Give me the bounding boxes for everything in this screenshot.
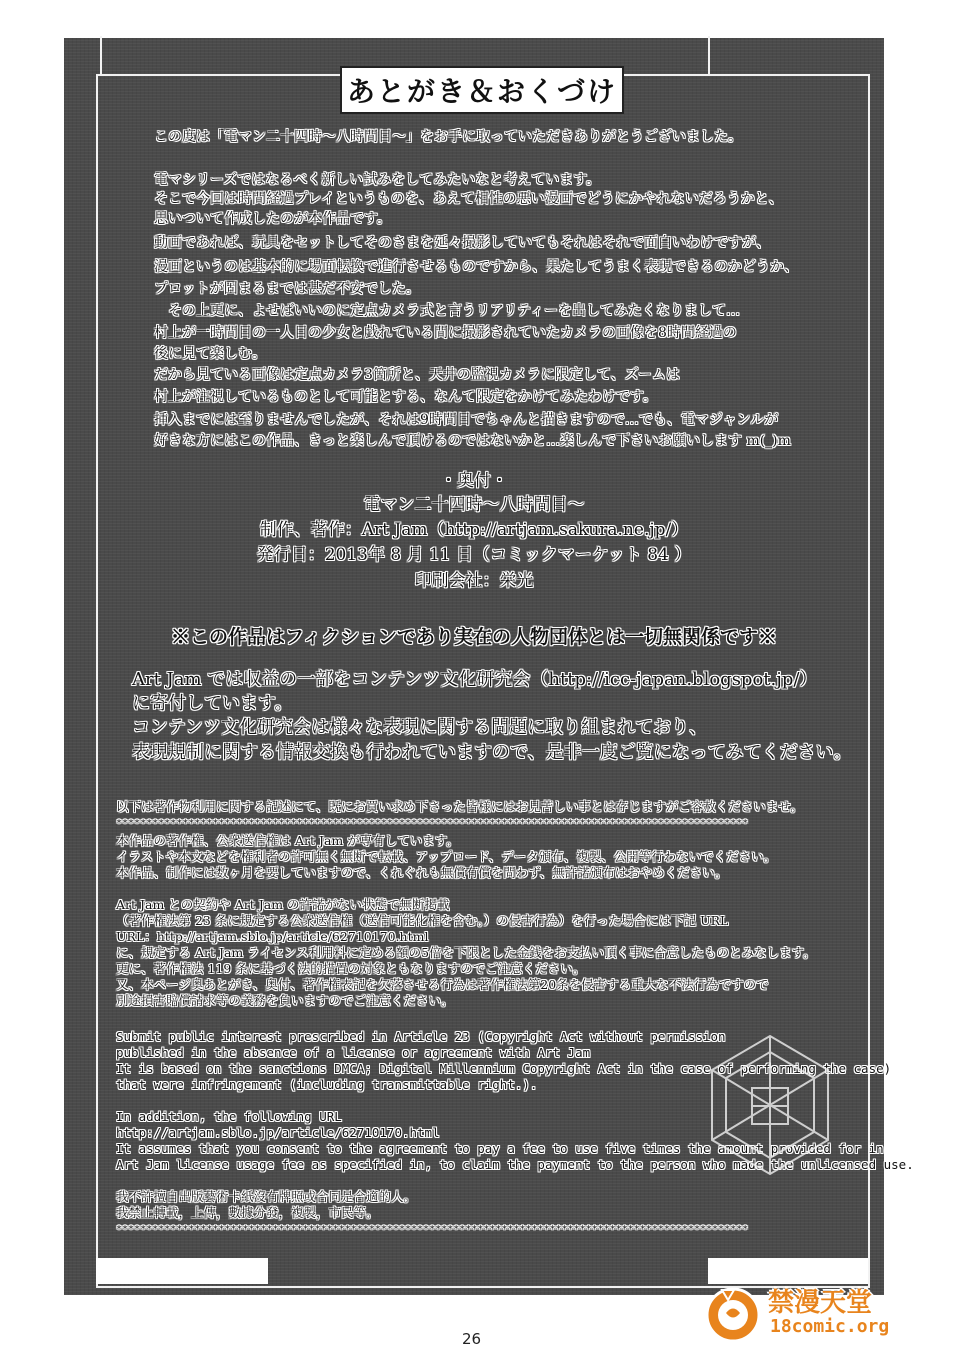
legal-line: 又、本ページ奥あとがき、奥付、著作権表記を欠落させる行為は著作権法第20条を侵害する重大な不法行為ですので (116, 977, 769, 992)
legal-intro: 以下は著作物利用に関する記述にて、既にお買い求め下さった皆様にはお見苦しい事とは存じますがご容赦くださいませ。 (116, 799, 803, 814)
separator-stars: ********************************************************************************************************* (116, 818, 749, 829)
afterword-line: 村上が一時間目の一人目の少女と戯れている間に撮影されていたカメラの画像を8時間経過の (154, 325, 737, 341)
afterword-line: その上更に、よせばいいのに定点カメラ式と言うリアリティーを出してみたくなりまして… (154, 303, 741, 319)
legal-zh-line: 我禁止轉載，上傳，數據分發，複製，市民等。 (116, 1205, 379, 1220)
okuzuke-heading: ・奥付・ (440, 471, 508, 491)
afterword-line: 電マシリーズではなるべく新しい試みをしてみたいなと考えています。 (154, 172, 601, 188)
legal-en-line: In addition, the following URL (116, 1109, 342, 1124)
watermark-brand: 禁漫天堂 (768, 1288, 873, 1318)
artjam-note-line: Art Jam では収益の一部をコンテンツ文化研究会（http://icc-japan.blogspot.jp/） (132, 669, 818, 690)
mascot-logo-icon (702, 1282, 764, 1344)
artjam-note-line: に寄付しています。 (132, 693, 293, 714)
legal-en-line: Submit public interest prescribed in Article 23 (Copyright Act without permission (116, 1029, 726, 1044)
afterword-line: この度は「電マン二十四時～八時間目～」をお手に取っていただきありがとうございました。 (154, 129, 742, 145)
afterword-line: プロットが固まるまでは甚だ不安でした。 (154, 281, 420, 297)
fiction-notice: ※この作品はフィクションであり実在の人物団体とは一切無関係です※ (170, 626, 778, 648)
legal-zh-line: 我不許擅自出版藝術卡紙沒有牌照或合同是合適的人。 (116, 1189, 417, 1204)
afterword-line: 思いついて作成したのが本作品です。 (154, 211, 391, 227)
frame-divider-left (100, 36, 102, 76)
legal-en-line: Art Jam license usage fee as specified in, to claim the payment to the person who made the unlicensed use. (116, 1157, 914, 1172)
okuzuke-author: 制作、著作：Art Jam（http://artjam.sakura.ne.jp/） (259, 520, 689, 540)
legal-en-line: It is based on the sanctions DMCA; Digital Millennium Copyright Act in the case of performing the case) (116, 1061, 892, 1076)
legal-line: 本作品の著作権、公衆送信権は Art Jam が専有しています。 (116, 833, 459, 848)
afterword-line: 村上が注視しているものとして可能とする、なんて限定をかけてみたわけです。 (154, 389, 657, 405)
watermark-site: 18comic.org (770, 1316, 890, 1337)
legal-line: に、規定する Art Jam ライセンス利用料に定める額の5倍を下限とした金銭をお支払い頂く事に合意したものとみなします。 (116, 945, 816, 960)
legal-line: 本作品、制作には数ヶ月を要していますので、くれぐれも無償有償を問わず、無許諾頒布はおやめください。 (116, 865, 728, 880)
legal-url: URL：http://artjam.sblo.jp/article/62710170.html (116, 929, 429, 944)
title-box (340, 66, 624, 114)
afterword-line: 挿入までには至りませんでしたが、それは9時間目でちゃんと描きますので…でも、電マジャンルが (154, 412, 779, 428)
legal-en-url: http://artjam.sblo.jp/article/62710170.html (116, 1125, 440, 1140)
legal-en-line: that were infringement (including transmittable right.). (116, 1077, 538, 1092)
snowflake-seal-icon (700, 1030, 840, 1180)
legal-en-line: published in the absence of a license or agreement with Art Jam (116, 1045, 591, 1060)
afterword-line: 動画であれば、玩具をセットしてそのさまを延々撮影していてもそれはそれで面白いわけですが、 (154, 235, 770, 251)
afterword-line: 漫画というのは基本的に場面転換で進行させるものですから、果たしてうまく表現できるのかどうか、 (154, 259, 798, 275)
artjam-note-line: コンテンツ文化研究会は様々な表現に関する問題に取り組まれており、 (132, 717, 708, 738)
afterword-line: だから見ている画像は定点カメラ3箇所と、天井の監視カメラに限定して、ズームは (154, 367, 680, 383)
page-number: 26 (462, 1330, 482, 1348)
legal-line: イラストや本文などを権利者の許可無く無断で転載、アップロード、データ頒布、複製、公開等行わないでください。 (116, 849, 777, 864)
legal-line: 別途損害賠償請求等の義務を負いますのでご注意ください。 (116, 993, 454, 1008)
legal-line: （著作権法第 23 条に規定する公衆送信権（送信可能化権を含む。）の侵害行為）を行った場合には下記 URL (116, 913, 729, 928)
legal-en-line: It assumes that you consent to the agreement to pay a fee to use five times the amount provided for in (116, 1141, 884, 1156)
legal-line: Art Jam との契約や Art Jam の許諾がない状態で無断掲載 (116, 897, 450, 912)
okuzuke-work-title: 電マン二十四時～八時間目～ (363, 495, 585, 515)
okuzuke-issued: 発行日：2013年 8 月 11 日（コミックマーケット 84 ） (256, 545, 692, 565)
frame-divider-right (708, 36, 710, 76)
separator-stars: ********************************************************************************************************* (116, 1224, 749, 1235)
afterword-line: そこで今回は時間経過プレイというものを、あえて相性の悪い漫画でどうにかやれないだろうかと、 (154, 191, 783, 207)
okuzuke-printer: 印刷会社：栄光 (414, 571, 534, 591)
frame-corner-left (96, 1258, 268, 1284)
afterword-line: 後に見て楽しむ。 (154, 346, 266, 362)
artjam-note-line: 表現規制に関する情報交換も行われていますので、是非一度ご覧になってみてください。 (132, 742, 852, 763)
page-title: あとがき＆おくづけ (346, 75, 617, 108)
site-watermark (700, 1280, 914, 1344)
legal-line: 更に、著作権法 119 条に基づく法的措置の対象ともなりますのでご注意ください。 (116, 961, 586, 976)
afterword-line: 好きな方にはこの作品、きっと楽しんで頂けるのではないかと…楽しんで下さいお願いします m(_)m (154, 433, 791, 449)
